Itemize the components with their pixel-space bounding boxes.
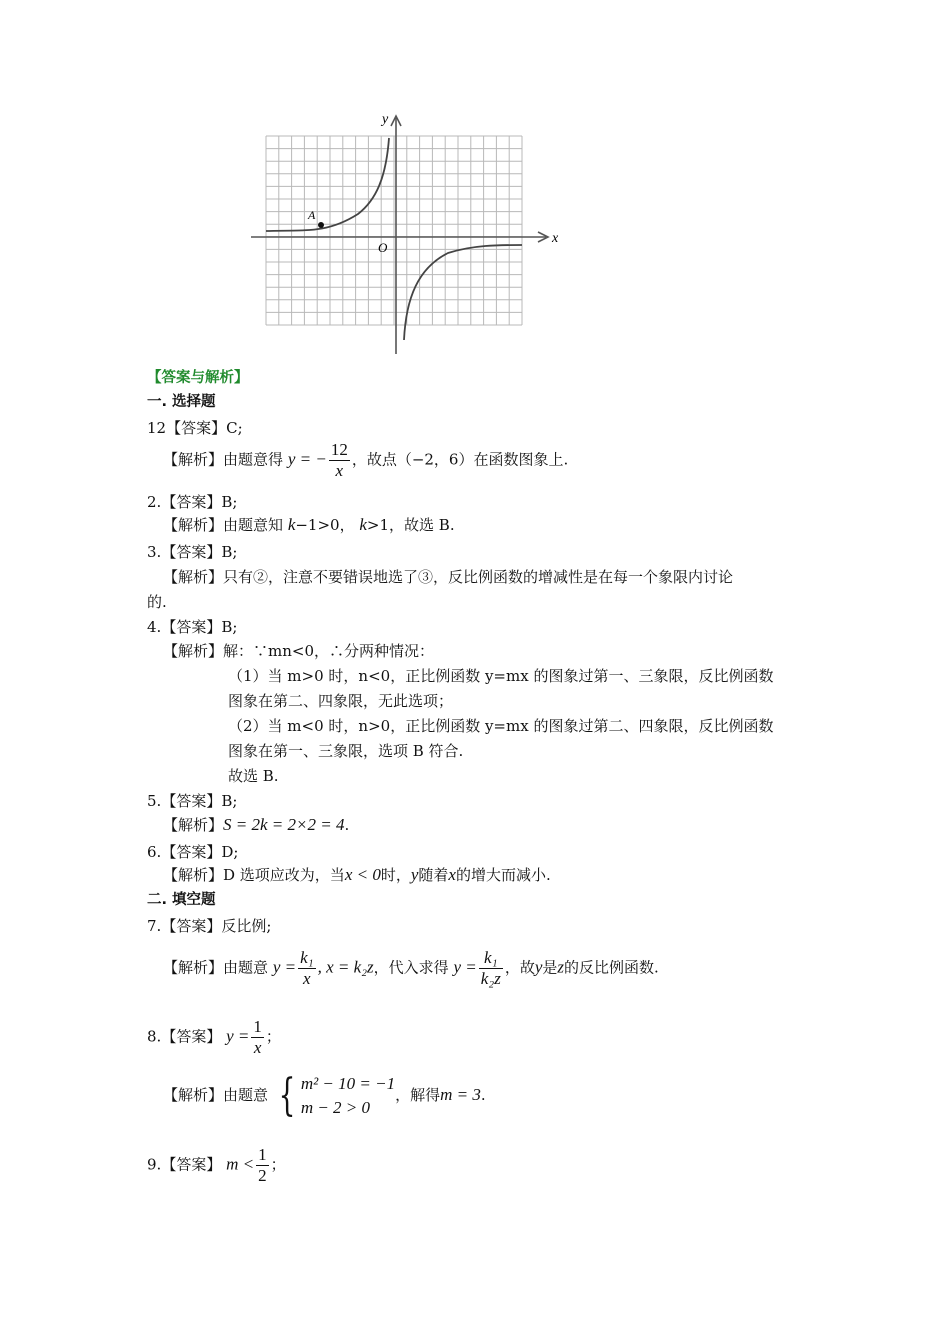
q5-answer: 5.【答案】B; bbox=[147, 792, 238, 810]
q8-analysis: 【解析】由题意 { m² − 10 = −1 m − 2 > 0 ，解得m = 3. bbox=[163, 1070, 486, 1121]
curve-right-branch bbox=[404, 245, 522, 340]
q2-analysis: 【解析】由题意知 k−1>0， k>1，故选 B. bbox=[163, 515, 455, 534]
q3-answer: 3.【答案】B; bbox=[147, 543, 238, 561]
q5-analysis: 【解析】S = 2k = 2×2 = 4. bbox=[163, 815, 350, 834]
q3-analysis-cont: 的. bbox=[147, 593, 167, 611]
q6-analysis: 【解析】D 选项应改为，当x < 0时，y随着x的增大而减小. bbox=[163, 865, 551, 884]
q8-answer: 8.【答案】 y = $\frac{1}{x}$ ； bbox=[147, 1017, 281, 1057]
q1-answer: 12【答案】C; bbox=[147, 419, 243, 437]
q4-case2-cont: 图象在第一、三象限，选项 B 符合. bbox=[228, 742, 464, 760]
origin-label: O bbox=[378, 240, 388, 255]
section-fill: 二. 填空题 bbox=[147, 892, 216, 908]
q6-answer: 6.【答案】D; bbox=[147, 843, 239, 861]
x-axis-label: x bbox=[552, 231, 559, 246]
q4-answer: 4.【答案】B; bbox=[147, 618, 238, 636]
q7-analysis: 【解析】由题意 y = $\frac{\text{k₁}}{x}$ , x = k₂z，代入求得 y = $\frac{\text{k₁}}{\text{k₂z}}$ ，故y是z的反比例函数. bbox=[163, 948, 659, 988]
q3-analysis: 【解析】只有②，注意不要错误地选了③，反比例函数的增减性是在每一个象限内讨论 bbox=[163, 568, 734, 586]
q4-conclusion: 故选 B. bbox=[228, 767, 279, 785]
q7-answer: 7.【答案】反比例; bbox=[147, 917, 272, 935]
q2-answer: 2.【答案】B; bbox=[147, 493, 238, 511]
q4-case1-cont: 图象在第二、四象限，无此选项； bbox=[228, 692, 454, 710]
q1-analysis: 【解析】由题意得 y = − $\frac{12}{x}$ ，故点（−2，6）在函数图象上. bbox=[163, 440, 569, 480]
q9-answer: 9.【答案】 m < $\frac{1}{2}$ ； bbox=[147, 1145, 286, 1185]
point-a bbox=[318, 222, 324, 228]
answer-header: 【答案与解析】 bbox=[147, 370, 249, 386]
hyperbola-graph bbox=[248, 108, 568, 358]
brace-symbol: { bbox=[278, 1070, 296, 1121]
q4-case2: （2）当 m<0 时，n>0，正比例函数 y=mx 的图象过第二、四象限，反比例函数 bbox=[228, 717, 774, 735]
y-axis-label: y bbox=[382, 112, 389, 127]
q4-analysis: 【解析】解：∵mn<0，∴分两种情况： bbox=[163, 642, 435, 660]
q4-case1: （1）当 m>0 时，n<0，正比例函数 y=mx 的图象过第一、三象限，反比例函数 bbox=[228, 667, 774, 685]
curve-left-branch bbox=[266, 138, 389, 231]
section-choice: 一. 选择题 bbox=[147, 394, 216, 410]
point-a-label: A bbox=[308, 208, 316, 222]
